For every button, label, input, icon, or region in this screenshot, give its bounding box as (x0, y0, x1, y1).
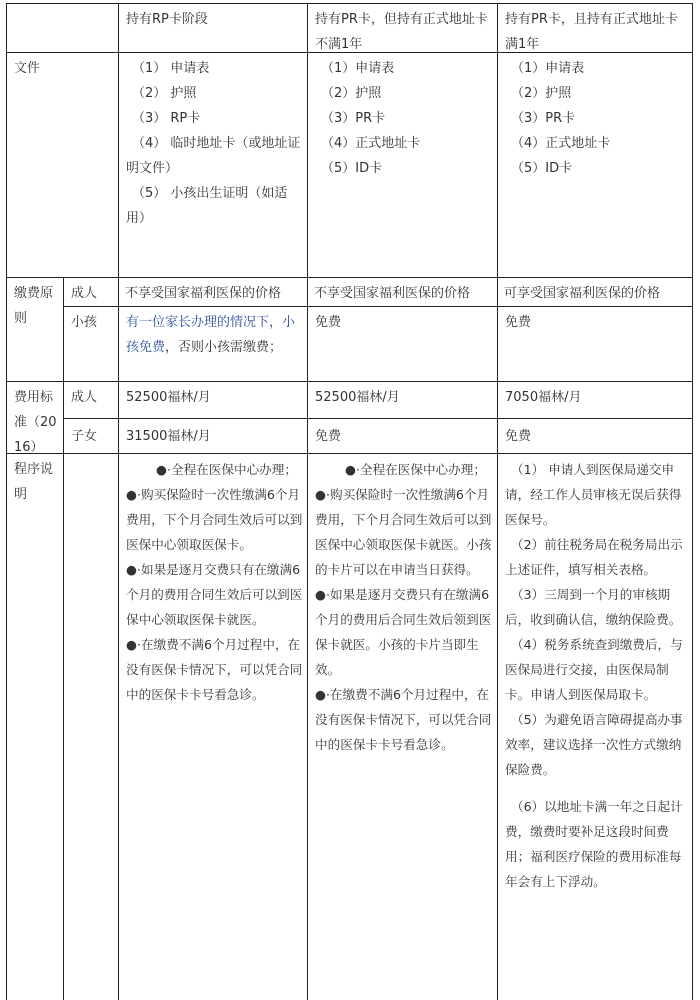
procedure-label: 程序说明 (14, 462, 54, 502)
list-item: （4）正式地址卡 (321, 136, 421, 151)
documents-col2 (308, 53, 497, 277)
fee-child-col2: 免费 (315, 429, 342, 444)
payment-child-col2: 免费 (315, 315, 342, 330)
highlighted-text: 有一位家长办理的情况下，小孩免费 (126, 315, 296, 355)
list-item: （5）为避免语言障碍提高办事效率，建议选择一次性方式缴纳保险费。 (505, 712, 683, 777)
procedure-col1 (119, 454, 307, 1000)
list-item: （4）正式地址卡 (511, 136, 611, 151)
payment-principle-label: 缴费原则 (14, 286, 54, 326)
list-item: （5）ID卡 (321, 161, 383, 176)
list-item: （1）申请表 (511, 61, 585, 76)
list-item: （2）护照 (321, 86, 382, 101)
list-item: ●·在缴费不满6个月过程中，在没有医保卡情况下，可以凭合同中的医保卡卡号看急诊。 (315, 687, 492, 752)
header-col2: 持有PR卡，但持有正式地址卡不满1年 (315, 12, 488, 52)
fee-adult-col1: 52500福林/月 (126, 390, 211, 405)
fee-adult-col3: 7050福林/月 (505, 390, 582, 405)
list-item: （4）税务系统查到缴费后，与医保局进行交接，由医保局制卡。申请人到医保局取卡。 (505, 637, 683, 702)
list-item: （1） 申请人到医保局递交申请，经工作人员审核无误后获得医保号。 (505, 462, 682, 527)
list-item: ●·购买保险时一次性缴满6个月费用，下个月合同生效后可以到医保中心领取医保卡。 (126, 487, 303, 552)
list-item: （5） 小孩出生证明（如适用） (126, 186, 288, 226)
documents-col3 (498, 53, 692, 277)
list-item: （3）PR卡 (511, 111, 576, 126)
payment-adult-col2: 不享受国家福利医保的价格 (314, 286, 471, 301)
header-col1: 持有RP卡阶段 (126, 12, 208, 27)
documents-label: 文件 (14, 61, 41, 76)
payment-child-col3: 免费 (505, 315, 532, 330)
list-item: ●·在缴费不满6个月过程中，在没有医保卡情况下，可以凭合同中的医保卡卡号看急诊。 (126, 637, 303, 702)
list-item: （4） 临时地址卡（或地址证明文件） (126, 136, 301, 176)
documents-col1 (119, 53, 307, 277)
list-item: （2）护照 (511, 86, 572, 101)
header-col3: 持有PR卡，且持有正式地址卡满1年 (505, 12, 678, 52)
payment-adult-col3: 可享受国家福利医保的价格 (504, 286, 661, 301)
list-item: （2） 护照 (132, 86, 197, 101)
fee-child-label: 子女 (71, 429, 98, 444)
list-item: （1）申请表 (321, 61, 395, 76)
fee-standard-label: 费用标准（2016） (14, 390, 57, 453)
list-item: （3）三周到一个月的审核期后，收到确认信，缴纳保险费。 (505, 587, 682, 627)
text: ，否则小孩需缴费； (165, 340, 283, 355)
list-item: （5）ID卡 (511, 161, 573, 176)
table-border-right (692, 3, 693, 1000)
procedure-col2 (308, 454, 497, 1000)
payment-child-col1 (119, 307, 307, 381)
list-item: ●·如果是逐月交费只有在缴满6个月的费用合同生效后可以到医保中心领取医保卡就医。 (126, 562, 303, 627)
list-item: （1） 申请表 (132, 61, 210, 76)
list-item: （3）PR卡 (321, 111, 386, 126)
list-item: ●·全程在医保中心办理； (156, 462, 297, 477)
payment-child-label: 小孩 (71, 315, 98, 330)
procedure-col3 (498, 454, 692, 1000)
payment-adult-col1: 不享受国家福利医保的价格 (125, 286, 282, 301)
list-item: （6）以地址卡满一年之日起计费，缴费时要补足这段时间费用；福利医疗保险的费用标准每年会有上下浮动。 (505, 799, 683, 889)
fee-child-col3: 免费 (505, 429, 532, 444)
fee-adult-label: 成人 (71, 390, 98, 405)
list-item: ●·购买保险时一次性缴满6个月费用，下个月合同生效后可以到医保中心领取医保卡就医。小孩的卡片可以在申请当日获得。 (315, 487, 492, 577)
fee-child-col1: 31500福林/月 (126, 429, 211, 444)
list-item: （2）前往税务局在税务局出示上述证件，填写相关表格。 (505, 537, 683, 577)
spacer (505, 782, 689, 794)
procedure-sub-empty (64, 454, 118, 1000)
fee-adult-col2: 52500福林/月 (315, 390, 400, 405)
list-item: ●·全程在医保中心办理； (345, 462, 486, 477)
list-item: ●·如果是逐月交费只有在缴满6个月的费用后合同生效后领到医保卡就医。小孩的卡片当即生效。 (315, 587, 492, 677)
payment-adult-label: 成人 (71, 286, 98, 301)
list-item: （3） RP卡 (132, 111, 201, 126)
